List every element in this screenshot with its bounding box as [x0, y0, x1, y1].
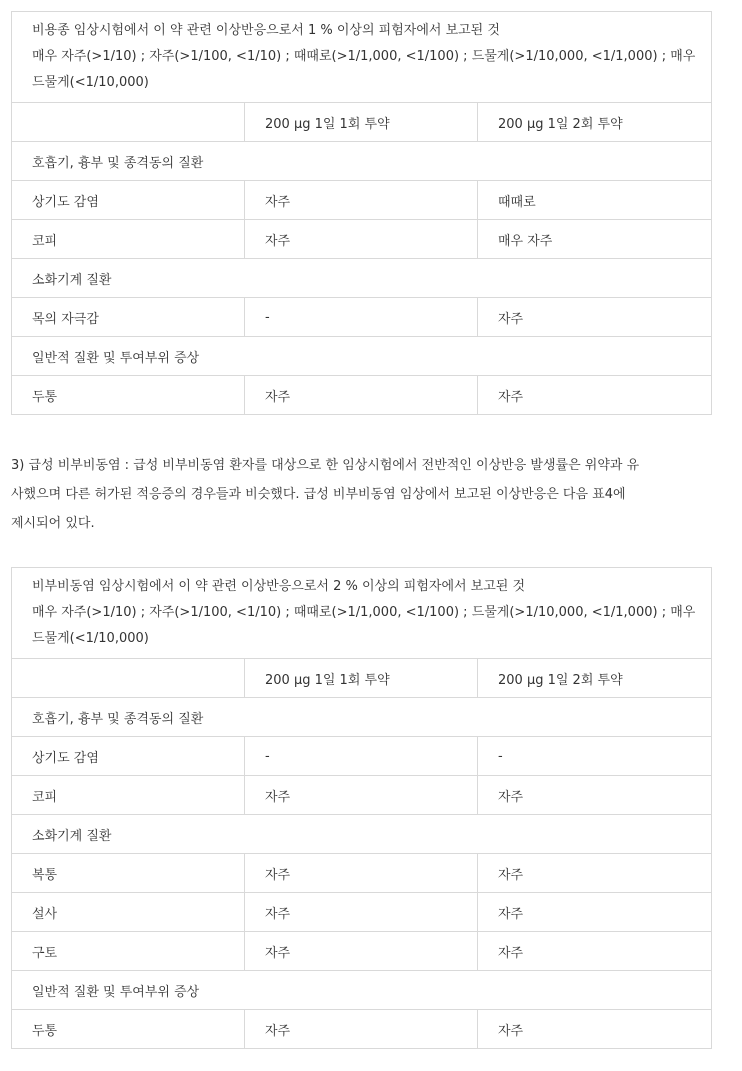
table-caption-row — [12, 12, 712, 103]
row-value-twice: 자주 — [478, 854, 712, 893]
row-label: 상기도 감염 — [12, 181, 245, 220]
table-row — [12, 337, 712, 376]
row-label: 코피 — [12, 776, 245, 815]
paragraph-line: 3) 급성 비부비동염 : 급성 비부비동염 환자를 대상으로 한 임상시험에서 전반적인 이상반응 발생률은 위약과 유 — [11, 458, 640, 473]
table-header-row — [12, 659, 712, 698]
table-row — [12, 698, 712, 737]
table-row — [12, 298, 712, 337]
row-value-once: 자주 — [245, 893, 478, 932]
row-value-once: 자주 — [245, 376, 478, 415]
paragraph-line: 사했으며 다른 허가된 적응증의 경우들과 비슷했다. 급성 비부비동염 임상에서 보고된 이상반응은 다음 표4에 — [11, 487, 626, 502]
body-paragraph — [11, 451, 714, 538]
row-value-once: 자주 — [245, 932, 478, 971]
row-label: 설사 — [12, 893, 245, 932]
header-cell-twice-daily: 200 μg 1일 2회 투약 — [478, 103, 712, 142]
row-value-once: 자주 — [245, 181, 478, 220]
table-row — [12, 220, 712, 259]
row-label: 두통 — [12, 376, 245, 415]
row-value-twice: 때때로 — [478, 181, 712, 220]
row-label: 두통 — [12, 1010, 245, 1049]
table-caption — [12, 12, 712, 103]
table-row — [12, 893, 712, 932]
caption-line: 매우 자주(>1/10) ; 자주(>1/100, <1/10) ; 때때로(>1/1,000, <1/100) ; 드물게(>1/10,000, <1/1,000) ; 매우 — [32, 49, 696, 64]
row-value-twice: 자주 — [478, 932, 712, 971]
section-cell: 소화기계 질환 — [12, 259, 712, 298]
caption-line: 매우 자주(>1/10) ; 자주(>1/100, <1/10) ; 때때로(>1/1,000, <1/100) ; 드물게(>1/10,000, <1/1,000) ; 매우 — [32, 605, 696, 620]
row-value-once: 자주 — [245, 854, 478, 893]
caption-line: 비용종 임상시험에서 이 약 관련 이상반응으로서 1 % 이상의 피험자에서 보고된 것 — [32, 23, 500, 38]
adverse-reaction-table-1 — [11, 11, 712, 415]
table-row — [12, 776, 712, 815]
row-value-twice: 자주 — [478, 376, 712, 415]
table-row — [12, 142, 712, 181]
table-row — [12, 932, 712, 971]
row-value-once: - — [245, 737, 478, 776]
header-cell-twice-daily: 200 μg 1일 2회 투약 — [478, 659, 712, 698]
table-header-row — [12, 103, 712, 142]
section-cell: 일반적 질환 및 투여부위 증상 — [12, 337, 712, 376]
row-value-twice: 자주 — [478, 1010, 712, 1049]
row-label: 복통 — [12, 854, 245, 893]
header-cell-blank — [12, 103, 245, 142]
caption-line: 드물게(<1/10,000) — [32, 75, 149, 90]
adverse-reaction-table-2 — [11, 567, 712, 1049]
caption-line: 비부비동염 임상시험에서 이 약 관련 이상반응으로서 2 % 이상의 피험자에서 보고된 것 — [32, 579, 526, 594]
row-value-once: 자주 — [245, 1010, 478, 1049]
row-value-once: 자주 — [245, 220, 478, 259]
table-row — [12, 181, 712, 220]
row-value-twice: 자주 — [478, 298, 712, 337]
table-row — [12, 376, 712, 415]
section-cell: 호흡기, 흉부 및 종격동의 질환 — [12, 698, 712, 737]
table-row — [12, 971, 712, 1010]
row-value-twice: - — [478, 737, 712, 776]
header-cell-once-daily: 200 μg 1일 1회 투약 — [245, 103, 478, 142]
table-row — [12, 815, 712, 854]
section-cell: 소화기계 질환 — [12, 815, 712, 854]
row-label: 구토 — [12, 932, 245, 971]
row-label: 코피 — [12, 220, 245, 259]
table-row — [12, 737, 712, 776]
table-row — [12, 259, 712, 298]
section-cell: 호흡기, 흉부 및 종격동의 질환 — [12, 142, 712, 181]
header-cell-blank — [12, 659, 245, 698]
table-row — [12, 854, 712, 893]
section-cell: 일반적 질환 및 투여부위 증상 — [12, 971, 712, 1010]
row-value-twice: 자주 — [478, 776, 712, 815]
header-cell-once-daily: 200 μg 1일 1회 투약 — [245, 659, 478, 698]
paragraph-line: 제시되어 있다. — [11, 516, 95, 531]
row-label: 목의 자극감 — [12, 298, 245, 337]
table-row — [12, 1010, 712, 1049]
table-caption-row — [12, 568, 712, 659]
row-value-twice: 자주 — [478, 893, 712, 932]
caption-line: 드물게(<1/10,000) — [32, 631, 149, 646]
row-label: 상기도 감염 — [12, 737, 245, 776]
row-value-once: 자주 — [245, 776, 478, 815]
row-value-twice: 매우 자주 — [478, 220, 712, 259]
table-caption — [12, 568, 712, 659]
row-value-once: - — [245, 298, 478, 337]
